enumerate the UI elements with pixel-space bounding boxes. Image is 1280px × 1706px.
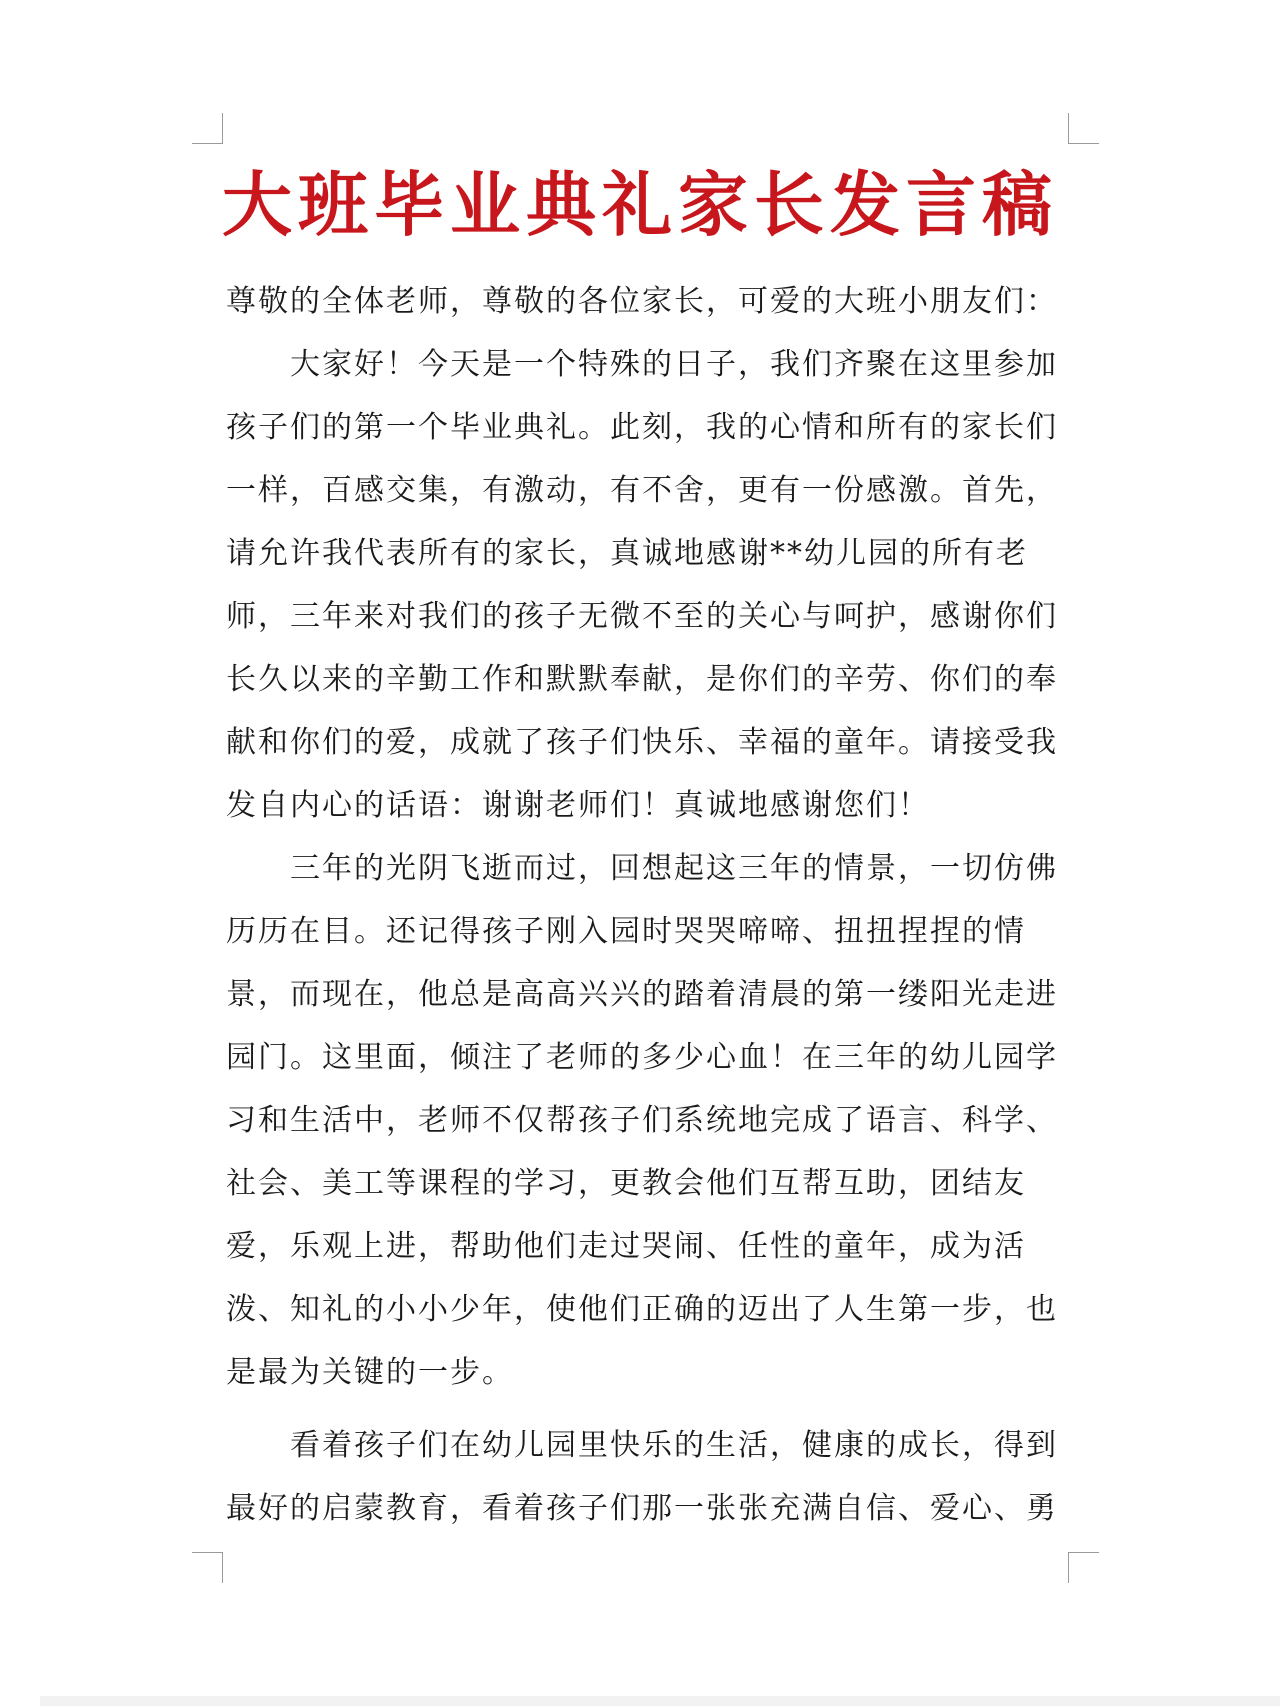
margin-corner-top-left	[192, 113, 223, 144]
greeting-line: 尊敬的全体老师，尊敬的各位家长，可爱的大班小朋友们：	[226, 284, 1058, 319]
margin-corner-bottom-left	[192, 1552, 223, 1583]
margin-corner-bottom-right	[1068, 1552, 1099, 1583]
document-title: 大班毕业典礼家长发言稿	[222, 163, 1058, 246]
paragraph-1: 大家好！今天是一个特殊的日子，我们齐聚在这里参加孩子们的第一个毕业典礼。此刻，我的心情和所有的家长们一样，百感交集，有激动，有不舍，更有一份感激。首先，请允许我代表所有的家长，真诚地感谢**幼儿园的所有老师，三年来对我们的孩子无微不至的关心与呵护，感谢你们长久以来的辛勤工作和默默奉献，是你们的辛劳、你们的奉献和你们的爱，成就了孩子们快乐、幸福的童年。请接受我发自内心的话语：谢谢老师们！真诚地感谢您们！	[226, 347, 1058, 823]
page-separator	[40, 1696, 1280, 1706]
document-body	[226, 270, 1076, 1540]
paragraph-2: 三年的光阴飞逝而过，回想起这三年的情景，一切仿佛历历在目。还记得孩子刚入园时哭哭啼啼、扭扭捏捏的情景，而现在，他总是高高兴兴的踏着清晨的第一缕阳光走进园门。这里面，倾注了老师的多少心血！在三年的幼儿园学习和生活中，老师不仅帮孩子们系统地完成了语言、科学、社会、美工等课程的学习，更教会他们互帮互助，团结友爱，乐观上进，帮助他们走过哭闹、任性的童年，成为活泼、知礼的小小少年，使他们正确的迈出了人生第一步，也是最为关键的一步。	[226, 851, 1058, 1390]
paragraph-3: 看着孩子们在幼儿园里快乐的生活，健康的成长，得到最好的启蒙教育，看着孩子们那一张张充满自信、爱心、勇	[226, 1428, 1058, 1526]
margin-corner-top-right	[1068, 113, 1099, 144]
